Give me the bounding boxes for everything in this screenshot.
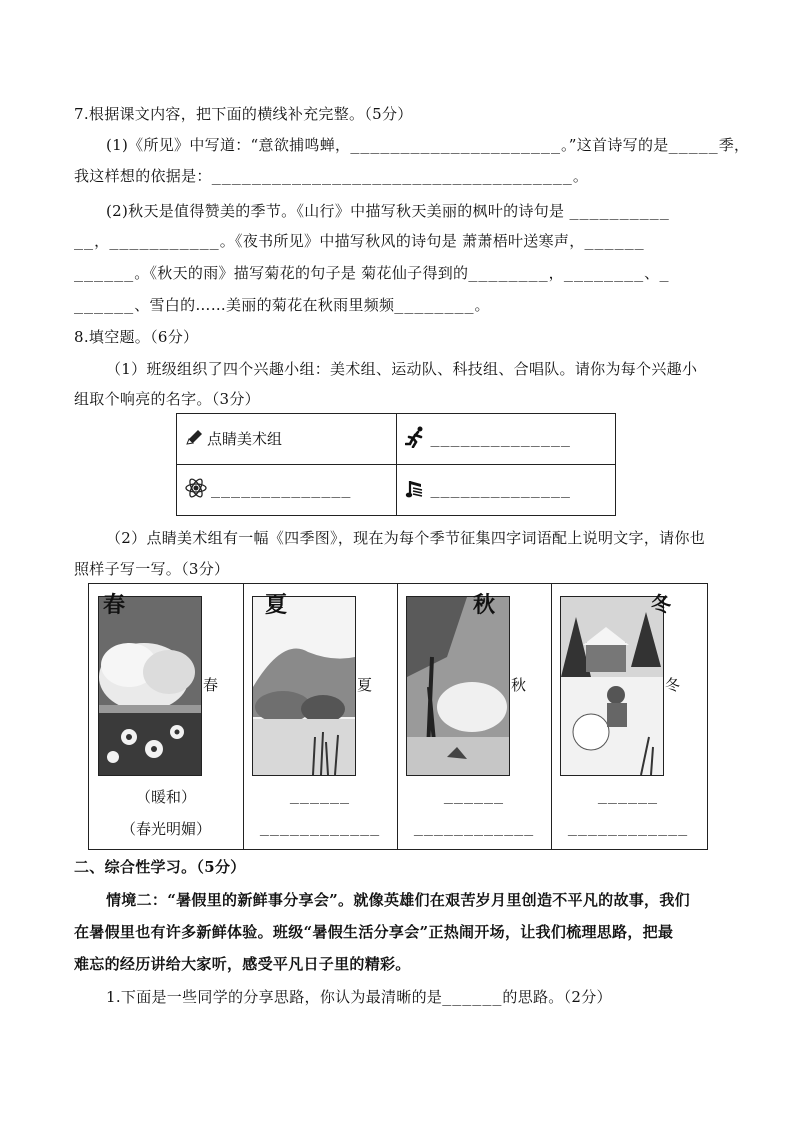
q7-part2-line2: __，___________。《夜书所见》中描写秋风的诗句是 萧萧梧叶送寒声，______ xyxy=(74,232,645,250)
q7-part2-line3: ______。《秋天的雨》描写菊花的句子是 菊花仙子得到的________，________、_ xyxy=(74,264,670,282)
scenario-line-3: 难忘的经历讲给大家听，感受平凡日子里的精彩。 xyxy=(74,955,411,973)
scenario-line-1: 情境二：“暑假里的新鲜事分享会”。就像英雄们在艰苦岁月里创造不平凡的故事，我们 xyxy=(106,891,690,909)
q8-part2-line2: 照样子写一写。（3分） xyxy=(74,560,230,578)
season-winter xyxy=(551,584,705,849)
music-note-icon xyxy=(405,477,427,503)
blank[interactable]: ________ xyxy=(468,264,549,282)
caption-blank-short[interactable]: ______ xyxy=(597,786,659,804)
section-2-title: 二、综合性学习。（5分） xyxy=(74,858,246,876)
blank[interactable]: ___________ xyxy=(109,232,220,250)
spring-picture xyxy=(98,596,202,776)
pencil-icon xyxy=(185,429,203,451)
caption-blank-long[interactable]: ____________ xyxy=(413,818,535,836)
group-sports xyxy=(396,414,616,465)
q7-part2-line1: (2)秋天是值得赞美的季节。《山行》中描写秋天美丽的枫叶的诗句是 __________ xyxy=(106,202,670,220)
winter-picture xyxy=(560,596,664,776)
blank[interactable]: _____ xyxy=(668,136,719,154)
caption-example-1: （暖和） xyxy=(135,788,196,806)
q8-part1-line2: 组取个响亮的名字。（3分） xyxy=(74,390,260,408)
interest-group-table xyxy=(176,413,616,516)
season-title: 冬 xyxy=(651,592,671,616)
caption-blank-short[interactable]: ______ xyxy=(443,786,505,804)
season-spring xyxy=(89,584,244,849)
summer-picture xyxy=(252,596,356,776)
blank[interactable]: ______ xyxy=(584,232,645,250)
blank[interactable]: __________ xyxy=(569,202,670,220)
season-title: 春 xyxy=(103,592,126,618)
runner-icon xyxy=(405,426,427,452)
scenario-line-2: 在暑假里也有许多新鲜体验。班级“暑假生活分享会”正热闹开场，让我们梳理思路，把最 xyxy=(74,923,674,941)
autumn-picture xyxy=(406,596,510,776)
season-title: 夏 xyxy=(265,592,288,618)
blank[interactable]: ________ xyxy=(563,264,645,282)
group-choir xyxy=(396,465,616,516)
caption-example-2: （春光明媚） xyxy=(120,820,211,838)
blank[interactable]: ______ xyxy=(74,296,135,314)
caption-blank-long[interactable]: ____________ xyxy=(259,818,381,836)
blank[interactable]: _____________________ xyxy=(350,136,561,154)
group-name-blank[interactable]: ______________ xyxy=(430,429,571,447)
blank[interactable]: ________ xyxy=(394,296,475,314)
season-title: 秋 xyxy=(473,592,496,618)
q7-part1-line2: 我这样想的依据是：____________________________________。 xyxy=(74,167,589,185)
blank[interactable]: __ xyxy=(74,232,95,250)
blank[interactable]: ______ xyxy=(442,988,503,1006)
section-2-q1: 1.下面是一些同学的分享思路，你认为最清晰的是______的思路。（2分） xyxy=(106,988,612,1006)
caption-blank-long[interactable]: ____________ xyxy=(567,818,689,836)
group-name-blank[interactable]: ______________ xyxy=(430,480,571,498)
season-summer xyxy=(243,584,398,849)
season-autumn xyxy=(397,584,552,849)
group-science xyxy=(177,465,397,516)
q7-title: 7.根据课文内容，把下面的横线补充完整。（5分） xyxy=(74,105,413,123)
atom-icon xyxy=(185,477,207,503)
q7-part1-line1: (1)《所见》中写道：“意欲捕鸣蝉，_____________________。”这首诗写的是_____季， xyxy=(106,136,750,154)
blank[interactable]: ____________________________________ xyxy=(211,167,573,185)
q8-part2-line1: （2）点睛美术组有一幅《四季图》，现在为每个季节征集四字词语配上说明文字，请你也 xyxy=(106,529,706,547)
season-side-label: 秋 xyxy=(511,676,527,694)
q7-part2-line4: ______、雪白的……美丽的菊花在秋雨里频频________。 xyxy=(74,296,490,314)
season-side-label: 夏 xyxy=(357,676,373,694)
group-art: 点睛美术组 xyxy=(177,414,397,465)
season-side-label: 冬 xyxy=(665,676,681,694)
q8-part1-line1: （1）班级组织了四个兴趣小组：美术组、运动队、科技组、合唱队。请你为每个兴趣小 xyxy=(106,360,698,378)
q8-title: 8.填空题。（6分） xyxy=(74,328,199,346)
group-name-blank[interactable]: ______________ xyxy=(211,480,352,498)
blank[interactable]: _ xyxy=(659,264,670,282)
caption-blank-short[interactable]: ______ xyxy=(289,786,351,804)
blank[interactable]: ______ xyxy=(74,264,135,282)
season-side-label: 春 xyxy=(203,676,219,694)
four-seasons-grid xyxy=(88,583,708,850)
